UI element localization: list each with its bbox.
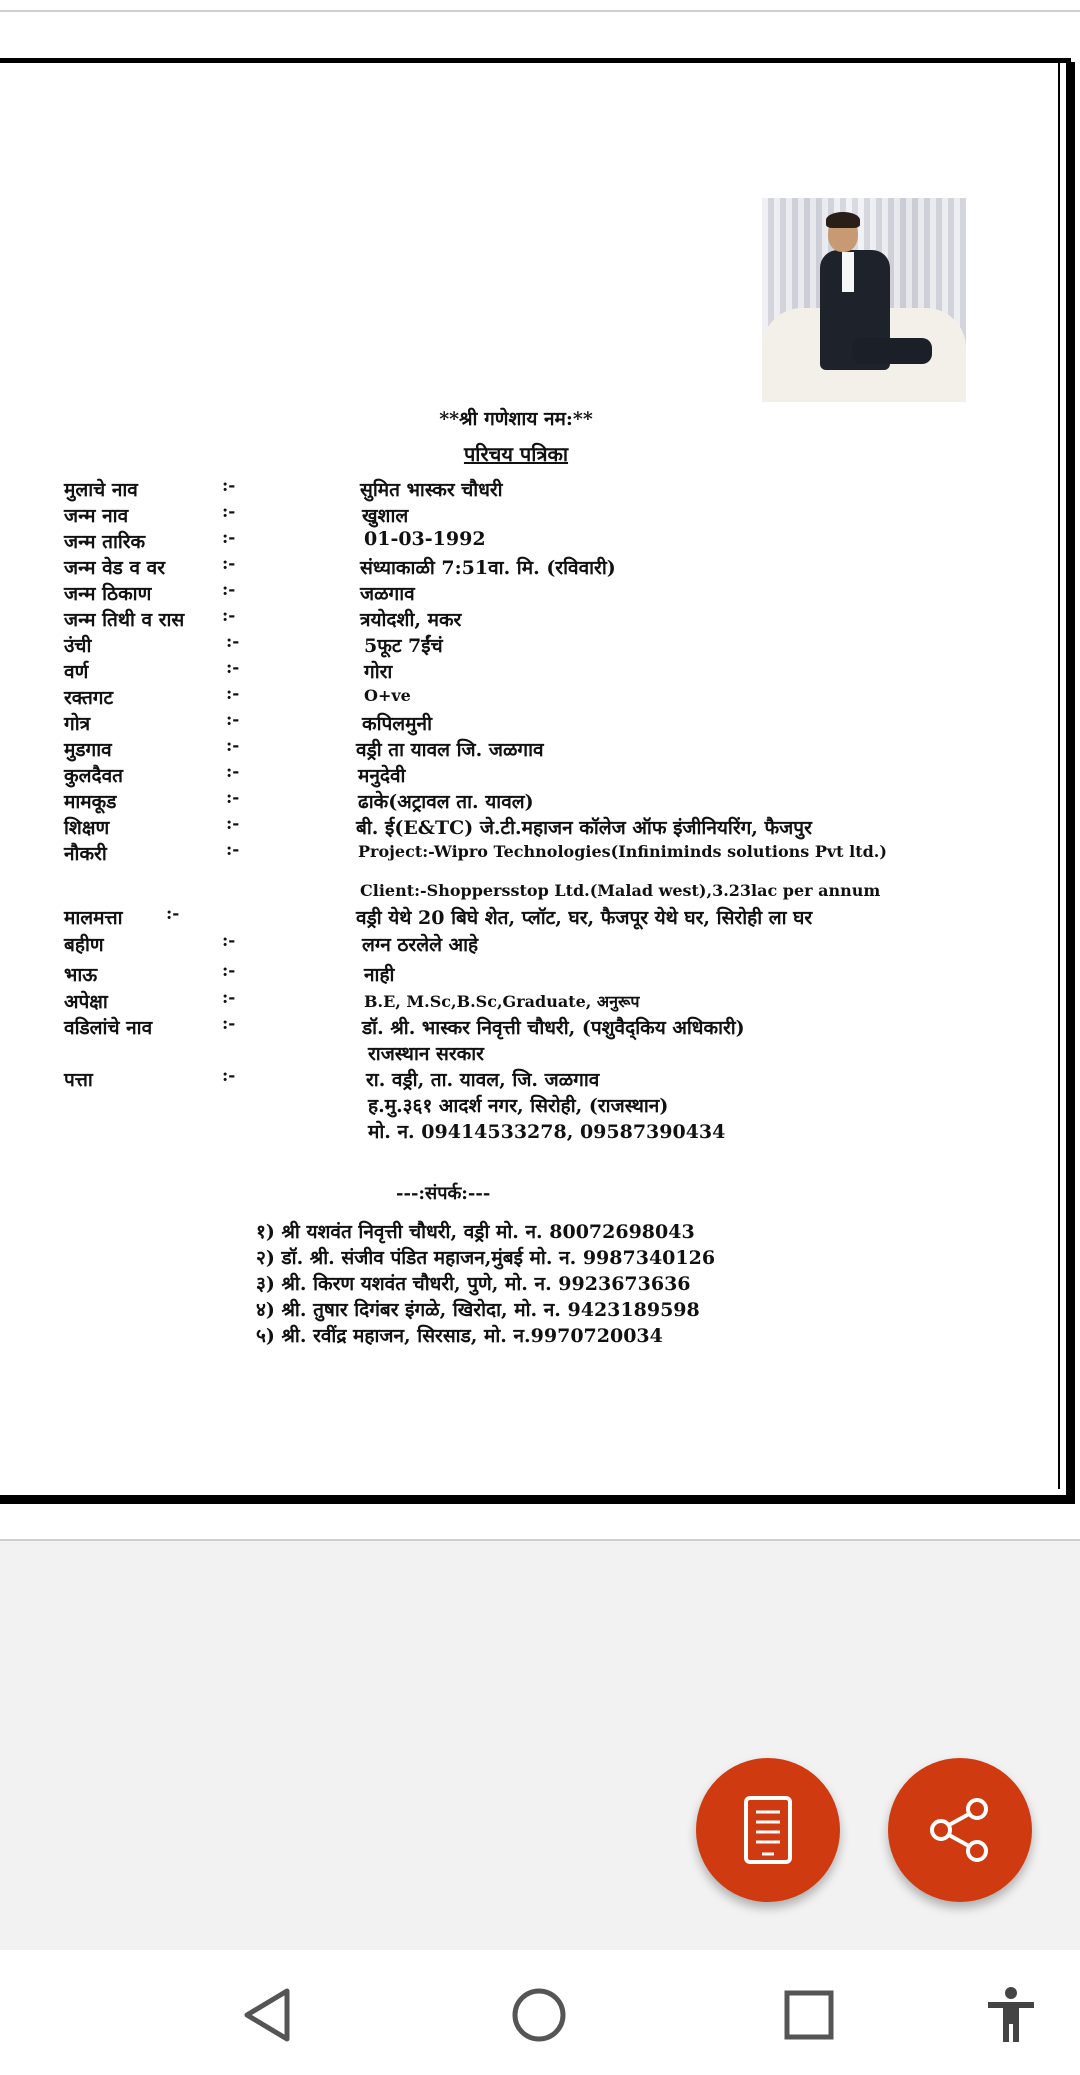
field-value: संध्याकाळी 7:51वा. मि. (रविवारी) <box>360 557 616 579</box>
field-separator: :- <box>166 904 180 924</box>
field-separator: :- <box>222 528 236 548</box>
field-separator: :- <box>222 554 236 574</box>
field-label: वडिलांचे नाव <box>64 1017 153 1039</box>
field-label: उंची <box>64 635 92 657</box>
field-value: सुमित भास्कर चौधरी <box>360 479 503 501</box>
field-separator: :- <box>222 1066 236 1086</box>
field-separator: :- <box>226 736 240 756</box>
field-label: पत्ता <box>64 1069 93 1091</box>
field-value: नाही <box>364 964 395 986</box>
page-heading: परिचय पत्रिका <box>463 442 569 466</box>
document-viewer[interactable] <box>0 13 1080 1541</box>
field-value: रा. वड्री, ता. यावल, जि. जळगाव <box>366 1069 600 1091</box>
field-separator: :- <box>226 788 240 808</box>
recents-square-icon <box>783 1989 835 2041</box>
field-separator: :- <box>226 814 240 834</box>
field-value: 5फूट 7ईंचं <box>364 635 443 657</box>
field-value: डॉ. श्री. भास्कर निवृत्ती चौधरी, (पशुवैद्किय अधिकारी) <box>362 1017 745 1039</box>
field-value: जळगाव <box>360 583 415 605</box>
field-label: गोत्र <box>64 713 91 735</box>
share-icon <box>925 1795 995 1865</box>
field-separator: :- <box>222 502 236 522</box>
contact-line: १) श्री यशवंत निवृत्ती चौधरी, वड्री मो. न. 80072698043 <box>256 1221 695 1243</box>
contact-line: २) डॉ. श्री. संजीव पंडित महाजन,मुंबई मो. न. 9987340126 <box>256 1247 716 1269</box>
field-value: वड्री येथे 20 बिघे शेत, प्लॉट, घर, फैजपूर येथे घर, सिरोही ला घर <box>356 907 813 929</box>
field-value: Project:-Wipro Technologies(Infiniminds solutions Pvt ltd.) <box>358 842 887 861</box>
field-label: जन्म ठिकाण <box>64 583 152 605</box>
field-separator: :- <box>222 606 236 626</box>
field-separator: :- <box>222 988 236 1008</box>
field-value: गोरा <box>364 661 393 683</box>
field-value: 01-03-1992 <box>364 528 486 550</box>
contact-line: ३) श्री. किरण यशवंत चौधरी, पुणे, मो. न. 9923673636 <box>256 1273 691 1295</box>
field-label: मालमत्ता <box>64 907 123 929</box>
field-separator: :- <box>222 931 236 951</box>
field-value-line: ह.मु.३६१ आदर्श नगर, सिरोही, (राजस्थान) <box>368 1095 669 1117</box>
home-circle-icon <box>510 1986 568 2044</box>
contact-line: ५) श्री. रवींद्र महाजन, सिरसाड, मो. न.9970720034 <box>256 1325 663 1347</box>
field-value: खुशाल <box>362 505 409 527</box>
field-value: मनुदेवी <box>358 765 406 787</box>
contacts-heading: ---:संपर्क:--- <box>396 1183 491 1204</box>
field-label: अपेक्षा <box>64 991 108 1013</box>
invocation-text: **श्री गणेशाय नम:** <box>439 408 593 430</box>
document-icon <box>740 1794 796 1866</box>
field-value: लग्न ठरलेले आहे <box>362 934 479 956</box>
field-label: जन्म तारिक <box>64 531 146 553</box>
recents-button[interactable] <box>774 1980 844 2050</box>
field-label: बहीण <box>64 934 104 956</box>
field-value: त्रयोदशी, मकर <box>360 609 462 631</box>
contact-line: ४) श्री. तुषार दिगंबर इंगळे, खिरोदा, मो. न. 9423189598 <box>256 1299 700 1321</box>
field-label: मामकूड <box>64 791 117 813</box>
field-separator: :- <box>226 632 240 652</box>
field-label: जन्म नाव <box>64 505 129 527</box>
field-separator: :- <box>222 476 236 496</box>
field-value-line: Client:-Shoppersstop Ltd.(Malad west),3.23lac per annum <box>360 881 881 900</box>
field-separator: :- <box>226 684 240 704</box>
field-separator: :- <box>226 762 240 782</box>
field-label: जन्म वेड व वर <box>64 557 165 579</box>
field-label: शिक्षण <box>64 817 110 839</box>
system-nav-bar <box>0 1950 1080 2075</box>
home-button[interactable] <box>504 1980 574 2050</box>
back-button[interactable] <box>232 1980 302 2050</box>
profile-photo <box>762 198 966 402</box>
field-label: कुलदैवत <box>64 765 123 787</box>
field-value: बी. ई(E&TC) जे.टी.महाजन कॉलेज ऑफ इंजीनियरिंग, फैजपुर <box>356 817 812 839</box>
top-divider <box>0 10 1080 12</box>
field-separator: :- <box>226 710 240 730</box>
field-separator: :- <box>226 658 240 678</box>
field-label: नौकरी <box>64 843 107 865</box>
accessibility-icon <box>986 1986 1036 2044</box>
field-value: O+ve <box>364 686 411 705</box>
accessibility-button[interactable] <box>976 1980 1046 2050</box>
back-triangle-icon <box>241 1987 293 2043</box>
field-label: भाऊ <box>64 964 98 986</box>
field-separator: :- <box>226 840 240 860</box>
document-button[interactable] <box>696 1758 840 1902</box>
field-value: B.E, M.Sc,B.Sc,Graduate, अनुरूप <box>364 992 640 1011</box>
field-separator: :- <box>222 580 236 600</box>
field-label: रक्तगट <box>64 687 114 709</box>
field-separator: :- <box>222 1014 236 1034</box>
field-label: मुलाचे नाव <box>64 479 138 501</box>
field-label: जन्म तिथी व रास <box>64 609 185 631</box>
share-button[interactable] <box>888 1758 1032 1902</box>
field-separator: :- <box>222 961 236 981</box>
field-label: मुडगाव <box>64 739 112 761</box>
field-value: वड्री ता यावल जि. जळगाव <box>356 739 544 761</box>
field-value: कपिलमुनी <box>362 713 433 735</box>
field-label: वर्ण <box>64 661 89 683</box>
field-value: ढाके(अट्रावल ता. यावल) <box>358 791 534 813</box>
field-value-line: मो. न. 09414533278, 09587390434 <box>368 1121 726 1143</box>
field-value-line: राजस्थान सरकार <box>368 1043 484 1065</box>
